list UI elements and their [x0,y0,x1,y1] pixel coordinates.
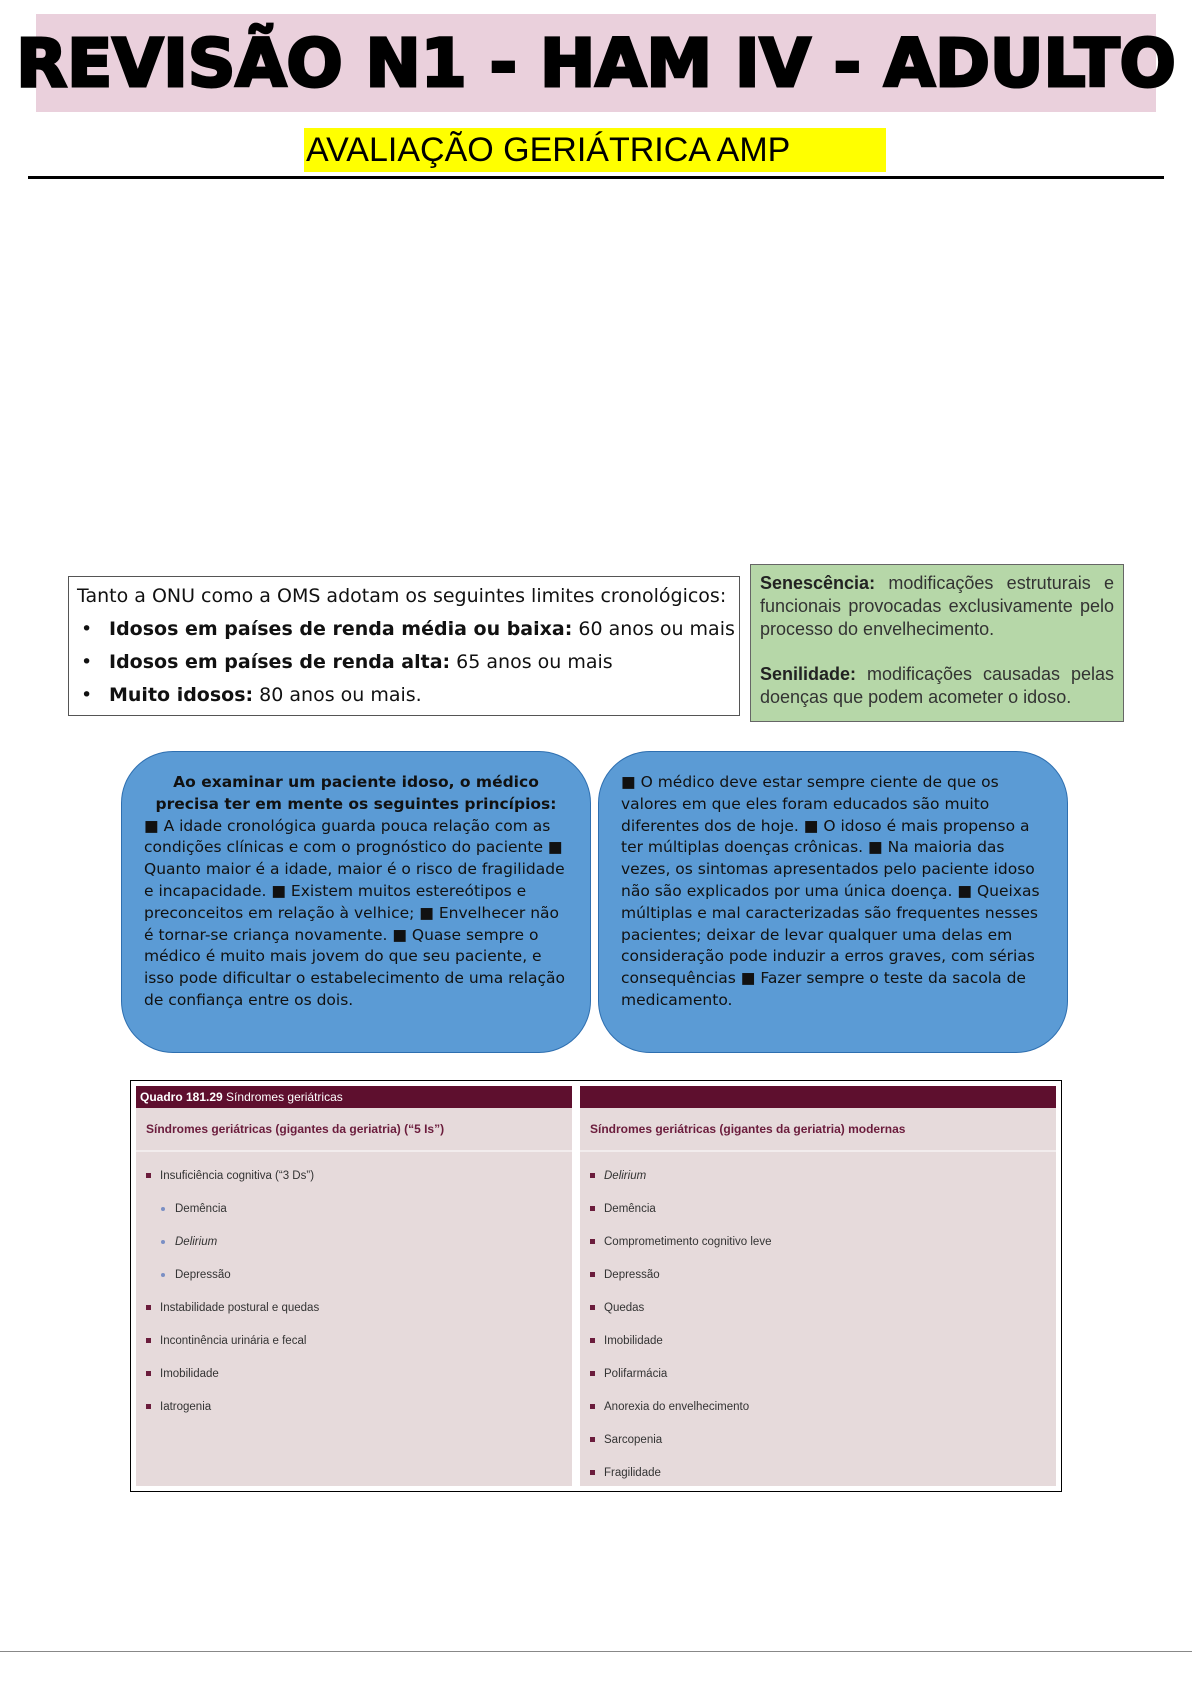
limits-intro: Tanto a ONU como a OMS adotam os seguintes limites cronológicos: [77,585,727,607]
values-body: ■ O médico deve estar sempre ciente de que os valores em que eles foram educados são muito diferentes dos de hoje. ■ O idoso é mais propenso a ter múltiplas doenças crônicas. ■ Na maioria das vezes, os sintomas apresentados pelo paciente idoso não são explicados por uma única doença. ■ Queixas múltiplas e mal caracterizadas são frequentes nesses pacientes; deixar de levar qualquer uma delas em consideração pode induzir a erros graves, com sérias consequências ■ Fazer sempre o teste da sacola de medicamento. [621,773,1040,1009]
limit-value: 60 anos ou mais [572,618,735,640]
bullet-icon: • [81,618,93,640]
square-bullet-icon [590,1239,595,1244]
syndrome-label: Insuficiência cognitiva (“3 Ds”) [160,1170,315,1182]
list-item [580,1193,1056,1226]
syndrome-label: Delirium [175,1236,218,1248]
syndrome-label: Delirium [604,1170,647,1182]
page-title: REVISÃO N1 - HAM IV - ADULTO [16,24,1176,102]
chronological-limits-box [68,576,740,716]
syndrome-label: Depressão [175,1269,231,1281]
syndrome-label: Incontinência urinária e fecal [160,1335,307,1347]
classic-syndromes-list [136,1152,572,1424]
principles-box [121,751,591,1053]
sub-bullet-icon [161,1273,165,1277]
list-item [580,1457,1056,1490]
limit-value: 80 anos ou mais. [253,684,422,706]
table-caption [136,1086,572,1108]
modern-syndromes-column [580,1086,1056,1486]
square-bullet-icon [146,1371,151,1376]
bullet-icon: • [81,651,93,673]
syndrome-label: Iatrogenia [160,1401,212,1413]
square-bullet-icon [146,1404,151,1409]
list-item [136,1259,572,1292]
senescencia-term: Senescência: [760,573,876,593]
list-item [580,1226,1056,1259]
limits-list [77,613,735,712]
syndrome-label: Depressão [604,1269,660,1281]
square-bullet-icon [146,1305,151,1310]
limit-value: 65 anos ou mais [450,651,613,673]
syndrome-label: Anorexia do envelhecimento [604,1401,750,1413]
list-item [136,1193,572,1226]
list-item [580,1259,1056,1292]
syndrome-label: Demência [175,1203,227,1215]
classic-syndromes-column [136,1086,572,1486]
list-item [136,1292,572,1325]
sub-bullet-icon [161,1207,165,1211]
syndrome-label: Comprometimento cognitivo leve [604,1236,772,1248]
section-subtitle: AVALIAÇÃO GERIÁTRICA AMP [304,128,886,172]
square-bullet-icon [590,1470,595,1475]
classic-syndromes-heading: Síndromes geriátricas (gigantes da geriatria) (“5 Is”) [136,1108,572,1152]
limit-label: Muito idosos: [109,684,254,706]
square-bullet-icon [590,1437,595,1442]
list-item [580,1160,1056,1193]
table-caption-bar [580,1086,1056,1108]
syndrome-label: Imobilidade [160,1368,219,1380]
list-item [136,1325,572,1358]
list-item [580,1325,1056,1358]
list-item [136,1391,572,1424]
square-bullet-icon [590,1173,595,1178]
definitions-box [750,564,1124,722]
syndrome-label: Demência [604,1203,656,1215]
footer-divider [0,1651,1192,1652]
square-bullet-icon [146,1173,151,1178]
table-number: Quadro 181.29 [140,1090,223,1104]
list-item [136,1226,572,1259]
syndrome-label: Quedas [604,1302,645,1314]
list-item [580,1358,1056,1391]
syndrome-label: Instabilidade postural e quedas [160,1302,320,1314]
senilidade-definition [760,663,1114,709]
syndrome-label: Sarcopenia [604,1434,663,1446]
limit-label: Idosos em países de renda alta: [109,651,451,673]
square-bullet-icon [590,1206,595,1211]
senilidade-text: modificações causadas pelas doenças que podem acometer o idoso. [760,664,1114,707]
senilidade-term: Senilidade: [760,664,857,684]
senescencia-definition [760,572,1114,641]
list-item [136,1358,572,1391]
list-item [77,679,731,712]
list-item [580,1292,1056,1325]
principles-heading: Ao examinar um paciente idoso, o médico precisa ter em mente os seguintes princípios: [155,773,557,813]
limit-label: Idosos em países de renda média ou baixa: [109,618,573,640]
square-bullet-icon [146,1338,151,1343]
sub-bullet-icon [161,1240,165,1244]
square-bullet-icon [590,1305,595,1310]
list-item [77,646,731,679]
syndrome-label: Polifarmácia [604,1368,668,1380]
list-item [580,1391,1056,1424]
senescencia-text: modificações estruturais e funcionais provocadas exclusivamente pelo processo do envelhecimento. [760,573,1114,639]
square-bullet-icon [590,1338,595,1343]
table-title: Síndromes geriátricas [222,1090,343,1104]
modern-syndromes-list [580,1152,1056,1490]
bullet-icon: • [81,684,93,706]
list-item [77,613,735,646]
values-box [598,751,1068,1053]
principles-body: ■ A idade cronológica guarda pouca relação com as condições clínicas e com o prognóstico do paciente ■ Quanto maior é a idade, maior é o risco de fragilidade e incapacidade. ■ Existem muitos estereótipos e preconceitos em relação à velhice; ■ Envelhecer não é tornar-se criança novamente. ■ Quase sempre o médico é muito mais jovem do que seu paciente, e isso pode dificultar o estabelecimento de uma relação de confiança entre os dois. [144,816,566,1009]
square-bullet-icon [590,1371,595,1376]
list-item [136,1160,572,1193]
list-item [580,1424,1056,1457]
header-divider [28,176,1164,179]
geriatric-syndromes-table [130,1080,1062,1492]
square-bullet-icon [590,1272,595,1277]
syndrome-label: Fragilidade [604,1467,661,1479]
syndrome-label: Imobilidade [604,1335,663,1347]
square-bullet-icon [590,1404,595,1409]
modern-syndromes-heading: Síndromes geriátricas (gigantes da geriatria) modernas [580,1108,1056,1152]
